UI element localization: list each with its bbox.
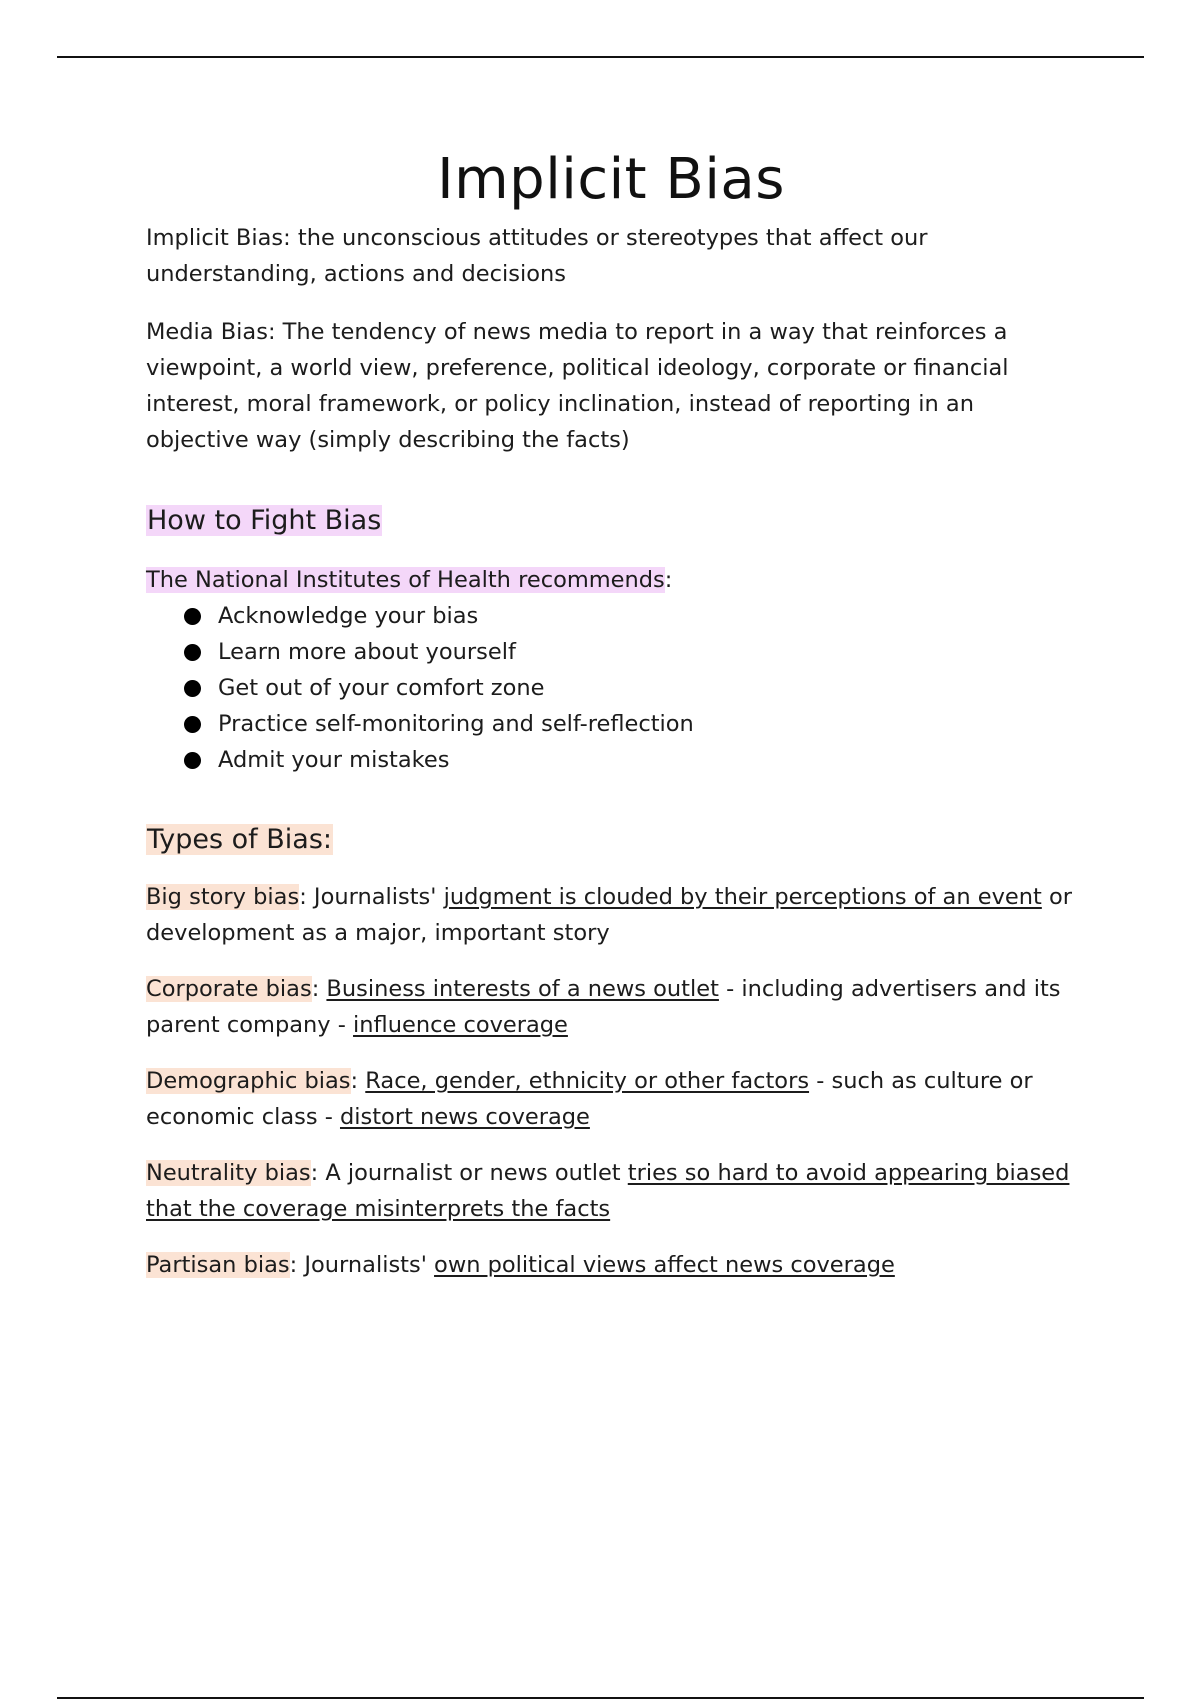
bias-key-phrase: Race, gender, ethnicity or other factors [365,1068,810,1094]
recommendation-list [146,598,1076,778]
definition-term: Implicit Bias [146,225,284,251]
bias-entry-corporate: Corporate bias: Business interests of a news outlet - including advertisers and its parent company - influence coverage [146,976,1061,1038]
bias-entry-partisan: Partisan bias: Journalists' own political views affect news coverage [146,1252,895,1278]
top-divider [57,56,1144,58]
definition-term: Media Bias [146,319,268,345]
document-page [146,140,1076,1303]
bias-entry-demographic: Demographic bias: Race, gender, ethnicity or other factors - such as culture or economic class - distort news coverage [146,1068,1033,1130]
source-colon: : [664,567,673,593]
bottom-divider [57,1697,1144,1699]
bias-name: Corporate bias [146,976,312,1002]
bias-entry-neutrality: Neutrality bias: A journalist or news outlet tries so hard to avoid appearing biased that the coverage misinterprets the facts [146,1160,1070,1222]
list-item: Learn more about yourself [184,634,1076,670]
bias-key-phrase: distort news coverage [339,1104,590,1130]
list-item: Get out of your comfort zone [184,670,1076,706]
bias-name: Big story bias [146,884,300,910]
bias-name: Partisan bias [146,1252,290,1278]
bias-entry-big-story: Big story bias: Journalists' judgment is clouded by their perceptions of an event or development as a major, important story [146,884,1072,946]
bias-key-phrase: tries so hard to avoid appearing biased that the coverage misinterprets the facts [146,1160,1070,1222]
bias-key-phrase: own political views affect news coverage [434,1252,895,1278]
definition-text: : the unconscious attitudes or stereotypes that affect our understanding, actions and decisions [146,225,928,287]
bias-key-phrase: influence coverage [353,1012,568,1038]
list-item: Practice self-monitoring and self-reflection [184,706,1076,742]
page-title: Implicit Bias [437,147,785,212]
bias-key-phrase: judgment is clouded by their perceptions of an event [443,884,1042,910]
section-heading-fight-bias: How to Fight Bias [147,505,382,536]
list-item: Acknowledge your bias [184,598,1076,634]
bias-key-phrase: Business interests of a news outlet [326,976,719,1002]
definition-media-bias [146,314,1076,458]
definition-implicit-bias [146,220,1076,292]
source-highlight: The National Institutes of Health recommends [146,567,665,593]
bias-name: Neutrality bias [146,1160,311,1186]
section-heading-types-of-bias: Types of Bias: [147,824,333,855]
bias-name: Demographic bias [146,1068,351,1094]
list-item: Admit your mistakes [184,742,1076,778]
recommendation-source [146,562,1076,598]
definition-text: : The tendency of news media to report in a way that reinforces a viewpoint, a world view, preference, political ideology, corporate or financial interest, moral framework, or policy inclination, instead of reporting in an objective way (simply describing the facts) [146,319,1009,453]
